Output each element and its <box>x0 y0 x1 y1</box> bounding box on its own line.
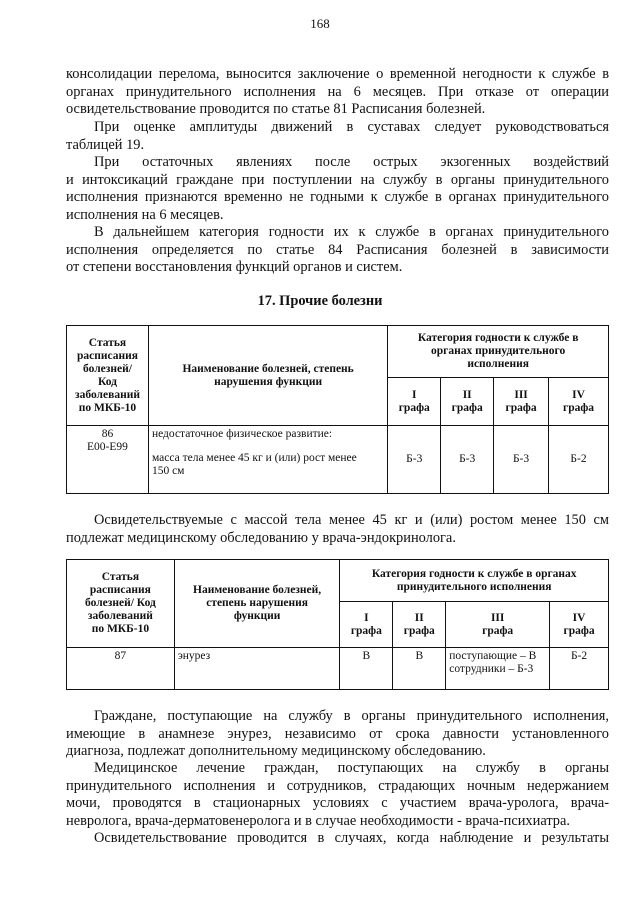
header-column-1 <box>340 602 393 648</box>
header-text: графа <box>451 401 483 414</box>
section-heading: 17. Прочие болезни <box>257 293 383 309</box>
article-cell <box>67 426 149 494</box>
category-table-86 <box>66 325 609 494</box>
header-text: графа <box>350 624 382 637</box>
text-line: исполнения на 6 месяцев. <box>66 206 224 223</box>
cell-text: 150 см <box>151 465 185 477</box>
header-text: по МКБ-10 <box>78 401 137 414</box>
text-line: органах принудительного исполнения на 6 месяцев. При отказе от операции <box>66 83 609 100</box>
header-text: органах принудительного <box>431 345 566 357</box>
header-category <box>340 560 609 602</box>
header-text: графа <box>403 624 435 637</box>
category-cell: В <box>340 648 393 690</box>
header-text: II <box>414 611 424 624</box>
header-text: Статья <box>101 571 140 583</box>
table-row <box>67 426 609 494</box>
text-line: Освидетельствование проводится в случаях, когда наблюдение и результаты <box>94 830 609 846</box>
header-text: Наименование болезней, степень <box>182 362 354 375</box>
text-line: имеющие в анамнезе энурез, независимо от срока давности установленного <box>66 725 609 742</box>
category-cell: Б-2 <box>549 426 609 494</box>
header-column-2 <box>393 602 446 648</box>
header-text: расписания <box>89 584 151 596</box>
text-line: исполнения определяется по статье 84 Расписания болезней в зависимости <box>66 241 609 258</box>
disease-name-cell: энурез <box>174 648 340 690</box>
header-text: графа <box>398 401 430 414</box>
paragraph-treatment <box>66 760 609 830</box>
article-number: 86 <box>101 428 114 440</box>
header-text: болезней/ <box>83 362 132 375</box>
text-line: подлежат медицинскому обследованию у врача-эндокринолога. <box>66 529 456 546</box>
header-column-1 <box>388 378 441 426</box>
category-cell <box>446 648 550 690</box>
header-column-2 <box>441 378 494 426</box>
header-column-4 <box>549 378 609 426</box>
header-article <box>67 326 149 426</box>
paragraph-body-mass <box>66 512 609 547</box>
header-category <box>388 326 609 378</box>
category-cell: Б-3 <box>388 426 441 494</box>
header-text: заболеваний <box>74 388 140 401</box>
text-line: диагноза, подлежат дополнительному медицинскому обследованию. <box>66 743 486 760</box>
paragraph-enuresis <box>66 708 609 761</box>
header-disease-name <box>174 560 340 648</box>
category-cell: В <box>393 648 446 690</box>
paragraph-exogenous <box>66 154 609 224</box>
text-line: исполнения признаются временно не годными к службе в органах принудительного <box>66 189 609 206</box>
header-text: Категория годности к службе в органах <box>371 567 577 580</box>
header-text: графа <box>563 624 595 637</box>
text-line: от степени восстановления функций органов и систем. <box>66 259 403 276</box>
text-line: При оценке амплитуды движений в суставах следует руководствоваться <box>94 119 609 135</box>
category-cell: Б-3 <box>494 426 549 494</box>
cell-text: поступающие – В <box>449 650 537 662</box>
text-line: консолидации перелома, выносится заключение о временной негодности к службе в <box>66 66 609 82</box>
cell-text: недостаточное физическое развитие: <box>151 428 333 440</box>
header-text: графа <box>482 624 514 637</box>
header-column-4 <box>550 602 609 648</box>
header-text: Наименование болезней, <box>193 584 322 596</box>
category-cell: Б-3 <box>441 426 494 494</box>
category-cell: Б-2 <box>550 648 609 690</box>
text-line: Медицинское лечение граждан, поступающих на службу в органы <box>94 760 609 776</box>
header-text: Статья <box>88 336 127 349</box>
table-row <box>67 648 609 690</box>
disease-name-cell <box>148 426 387 494</box>
header-text: исполнения <box>467 358 529 370</box>
paragraph-examination <box>66 830 609 848</box>
header-column-3 <box>446 602 550 648</box>
text-line: и интоксикаций граждане при поступлении на службу в органы принудительного <box>66 171 609 188</box>
paragraph-amplitude <box>66 119 609 154</box>
header-text: нарушения функции <box>214 375 323 388</box>
header-disease-name <box>148 326 387 426</box>
category-table-87 <box>66 559 609 690</box>
paragraph-further-category <box>66 224 609 277</box>
header-text: Код <box>97 375 117 388</box>
cell-text: масса тела менее 45 кг и (или) рост менее <box>151 452 357 464</box>
cell-text: сотрудники – Б-3 <box>449 663 534 675</box>
header-text: болезней/ Код <box>85 597 156 609</box>
icd-code: E00-E99 <box>87 441 128 453</box>
article-cell: 87 <box>67 648 175 690</box>
paragraph-fracture <box>66 66 609 119</box>
text-line: При остаточных явлениях после острых экзогенных воздействий <box>94 154 609 170</box>
text-line: В дальнейшем категория годности их к службе в органах принудительного <box>94 224 609 240</box>
header-article <box>67 560 175 648</box>
header-text: Категория годности к службе в <box>417 332 579 344</box>
header-text: IV <box>572 611 586 624</box>
header-text: I <box>412 388 417 401</box>
text-line: освидетельствование проводится по статье 81 Расписания болезней. <box>66 101 486 118</box>
header-text: расписания <box>76 349 138 362</box>
header-text: III <box>514 388 528 401</box>
text-line: Граждане, поступающие на службу в органы принудительного исполнения, <box>94 708 609 724</box>
page-number: 168 <box>310 16 330 31</box>
text-line: невролога, врача-дерматовенеролога и в случае необходимости - врача-психиатра. <box>66 812 570 829</box>
header-text: принудительного исполнения <box>396 580 552 593</box>
text-line: Освидетельствуемые с массой тела менее 45 кг и (или) ростом менее 150 см <box>94 512 609 528</box>
header-text: графа <box>505 401 537 414</box>
header-text: IV <box>572 388 585 401</box>
header-text: II <box>462 388 472 401</box>
header-text: графа <box>562 401 595 414</box>
header-text: степень нарушения <box>206 597 309 609</box>
header-text: функции <box>233 610 281 622</box>
header-text: I <box>364 611 369 624</box>
text-line: принудительного исполнения и сотрудников, страдающих ночным недержанием <box>66 777 609 794</box>
header-text: заболеваний <box>87 610 153 622</box>
text-line: мочи, проводятся в стационарных условиях с участием врача-уролога, врача- <box>66 795 609 812</box>
header-text: по МКБ-10 <box>91 623 150 635</box>
text-line: таблицей 19. <box>66 136 145 153</box>
header-text: III <box>490 611 505 624</box>
header-column-3 <box>494 378 549 426</box>
